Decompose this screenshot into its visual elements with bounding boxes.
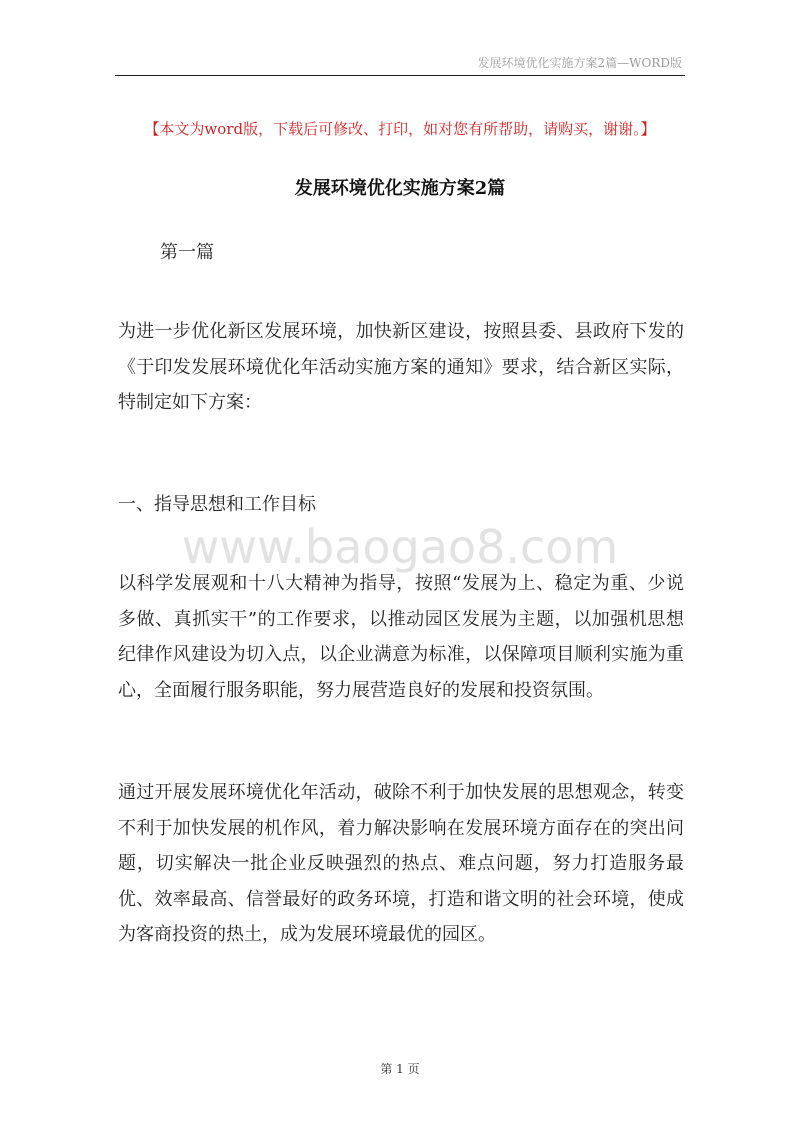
watermark-text: www.baogao8.com: [181, 520, 619, 574]
page-number: 第 1 页: [380, 1062, 420, 1076]
header-divider: [115, 75, 685, 76]
purchase-notice: 【本文为word版，下载后可修改、打印，如对您有所帮助，请购买，谢谢。】: [144, 120, 656, 138]
body-paragraph: 通过开展发展环境优化年活动，破除不利于加快发展的思想观念，转变不利于加快发展的机作风，着力解决影响在发展环境方面存在的突出问题，切实解决一批企业反映强烈的热点、难点问题，努力打造服务最优、效率最高、信誉最好的政务环境，打造和谐文明的社会环境，使成为客商投资的热土，成为发展环境最优的园区。: [118, 782, 684, 945]
document-title: 发展环境优化实施方案2篇: [294, 178, 506, 199]
section-label: 第一篇: [160, 242, 214, 263]
running-header-title: 发展环境优化实施方案2篇—WORD版: [477, 56, 682, 70]
body-paragraph: 为进一步优化新区发展环境，加快新区建设，按照县委、县政府下发的《于印发发展环境优化年活动实施方案的通知》要求，结合新区实际，特制定如下方案：: [118, 321, 684, 413]
body-paragraph: 以科学发展观和十八大精神为指导，按照“发展为上、稳定为重、少说多做、真抓实干”的工作要求，以推动园区发展为主题，以加强机思想纪律作风建设为切入点，以企业满意为标准，以保障项目顺利实施为重心，全面履行服务职能，努力展营造良好的发展和投资氛围。: [118, 573, 684, 701]
section-heading: 一、指导思想和工作目标: [118, 494, 316, 515]
